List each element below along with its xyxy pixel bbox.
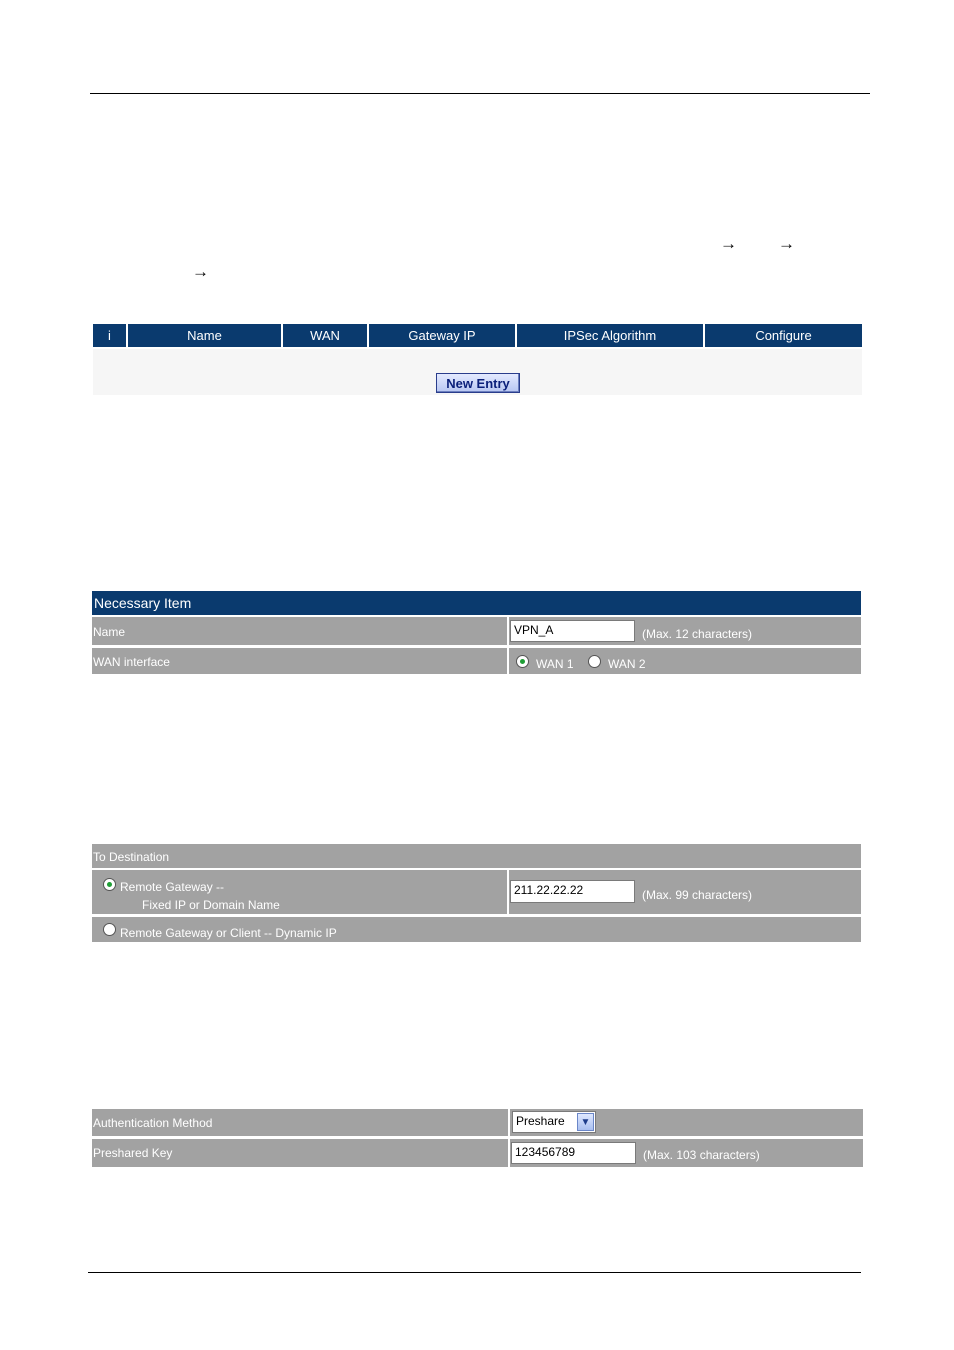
auth-method-select[interactable] xyxy=(512,1111,596,1133)
remote-gateway-fixed-radio[interactable] xyxy=(103,878,116,891)
arrow-right-icon: → xyxy=(192,262,209,281)
chevron-down-icon[interactable]: ▼ xyxy=(577,1113,594,1131)
wan1-radio[interactable] xyxy=(516,655,529,668)
preshared-key-input[interactable]: 123456789 xyxy=(511,1142,636,1164)
top-rule xyxy=(90,93,870,94)
to-destination-header xyxy=(92,844,861,868)
wan-interface-label: WAN interface xyxy=(93,655,170,669)
preshared-key-hint: (Max. 103 characters) xyxy=(643,1148,760,1162)
column-header-configure: Configure xyxy=(705,324,862,347)
remote-gateway-dynamic-label: Remote Gateway or Client -- Dynamic IP xyxy=(120,926,337,940)
name-input[interactable]: VPN_A xyxy=(510,620,635,642)
name-row-label-cell xyxy=(92,617,507,645)
column-header-index: i xyxy=(93,324,126,347)
new-entry-button[interactable]: New Entry xyxy=(436,373,520,393)
name-label: Name xyxy=(93,625,126,639)
name-hint: (Max. 12 characters) xyxy=(642,627,753,641)
remote-gateway-hint: (Max. 99 characters) xyxy=(642,888,753,902)
bottom-rule xyxy=(88,1272,861,1273)
column-header-ipsec-algorithm: IPSec Algorithm xyxy=(517,324,703,347)
preshared-key-label: Preshared Key xyxy=(93,1146,173,1160)
remote-gateway-fixed-label: Remote Gateway -- xyxy=(120,880,225,894)
necessary-item-header xyxy=(92,591,861,615)
column-header-wan: WAN xyxy=(283,324,367,347)
fixed-ip-domain-label: Fixed IP or Domain Name xyxy=(142,898,280,912)
wan2-radio[interactable] xyxy=(588,655,601,668)
column-header-name: Name xyxy=(128,324,281,347)
wan1-label: WAN 1 xyxy=(536,657,574,671)
arrow-right-icon: → xyxy=(720,234,737,253)
column-header-gateway-ip: Gateway IP xyxy=(369,324,515,347)
auth-method-value: Preshare xyxy=(516,1114,565,1128)
arrow-right-icon: → xyxy=(778,234,795,253)
necessary-item-title: Necessary Item xyxy=(94,595,192,611)
auth-method-label: Authentication Method xyxy=(93,1116,213,1130)
to-destination-title: To Destination xyxy=(93,850,170,864)
vpn-table-header xyxy=(93,324,862,348)
wan2-label: WAN 2 xyxy=(608,657,646,671)
remote-gateway-dynamic-radio[interactable] xyxy=(103,923,116,936)
remote-gateway-input[interactable]: 211.22.22.22 xyxy=(510,880,635,903)
